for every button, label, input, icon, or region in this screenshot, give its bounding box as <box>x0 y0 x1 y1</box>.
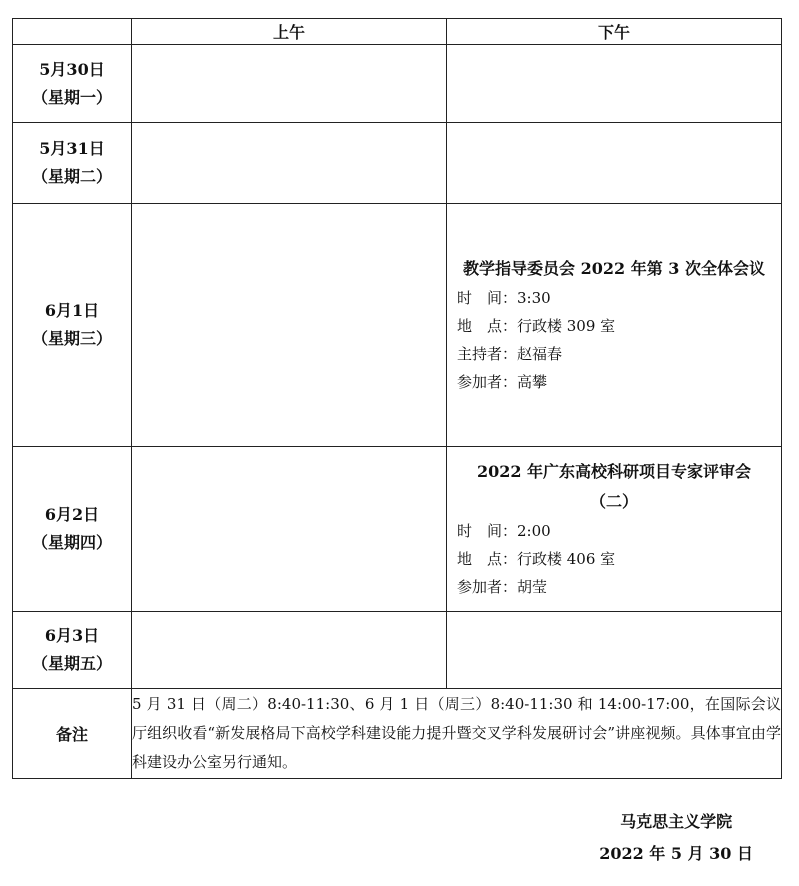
day-row <box>13 45 782 123</box>
date-label: 6月1日 <box>44 301 100 320</box>
signature-organization: 马克思主义学院 <box>620 812 733 831</box>
morning-slot <box>132 45 447 123</box>
afternoon-slot <box>447 612 782 689</box>
afternoon-slot <box>447 45 782 123</box>
date-label: 6月3日 <box>44 626 100 645</box>
meeting-host: 主持者：赵福春 <box>457 345 563 363</box>
meeting-place: 地 点：行政楼 309 室 <box>457 317 616 335</box>
afternoon-slot <box>447 447 782 612</box>
signature-block <box>599 806 753 870</box>
day-row <box>13 612 782 689</box>
date-cell <box>13 123 132 204</box>
date-label: 5月31日 <box>39 139 105 158</box>
meeting-title: 教学指导委员会 2022 年第 3 次全体会议 <box>463 259 765 278</box>
meeting-time: 时 间：2:00 <box>457 522 551 540</box>
day-row <box>13 204 782 447</box>
afternoon-slot <box>447 123 782 204</box>
date-cell <box>13 612 132 689</box>
header-row <box>13 19 782 45</box>
remarks-label: 备注 <box>13 689 132 779</box>
weekly-schedule-table <box>12 18 782 779</box>
meeting-place: 地 点：行政楼 406 室 <box>457 550 616 568</box>
morning-slot <box>132 447 447 612</box>
meeting-entry <box>447 254 781 396</box>
weekday-label: （星期四） <box>31 533 112 552</box>
date-label: 6月2日 <box>44 505 100 524</box>
weekday-label: （星期二） <box>31 167 112 186</box>
day-row <box>13 123 782 204</box>
meeting-entry <box>447 457 781 601</box>
header-afternoon: 下午 <box>447 19 782 45</box>
meeting-attendees: 参加者：胡莹 <box>457 578 548 596</box>
afternoon-slot <box>447 204 782 447</box>
header-morning: 上午 <box>132 19 447 45</box>
weekday-label: （星期一） <box>31 87 112 107</box>
weekday-label: （星期三） <box>31 329 112 348</box>
date-cell <box>13 447 132 612</box>
date-cell <box>13 45 132 123</box>
date-cell <box>13 204 132 447</box>
signature-date: 2022 年 5 月 30 日 <box>599 844 753 863</box>
weekday-label: （星期五） <box>31 654 112 673</box>
remarks-text: 5 月 31 日（周二）8:40-11:30、6 月 1 日（周三）8:40-11:30 和 14:00-17:00，在国际会议厅组织收看“新发展格局下高校学科建设能力提升暨交叉学科发展研讨会”讲座视频。具体事宜由学科建设办公室另行通知。 <box>132 689 782 779</box>
day-row <box>13 447 782 612</box>
header-corner <box>13 19 132 45</box>
meeting-attendees: 参加者：高攀 <box>457 373 548 391</box>
meeting-title: 2022 年广东高校科研项目专家评审会（二） <box>476 462 752 511</box>
morning-slot <box>132 204 447 447</box>
morning-slot <box>132 123 447 204</box>
date-label: 5月30日 <box>39 59 105 79</box>
morning-slot <box>132 612 447 689</box>
remarks-row <box>13 689 782 779</box>
meeting-time: 时 间：3:30 <box>457 289 551 307</box>
